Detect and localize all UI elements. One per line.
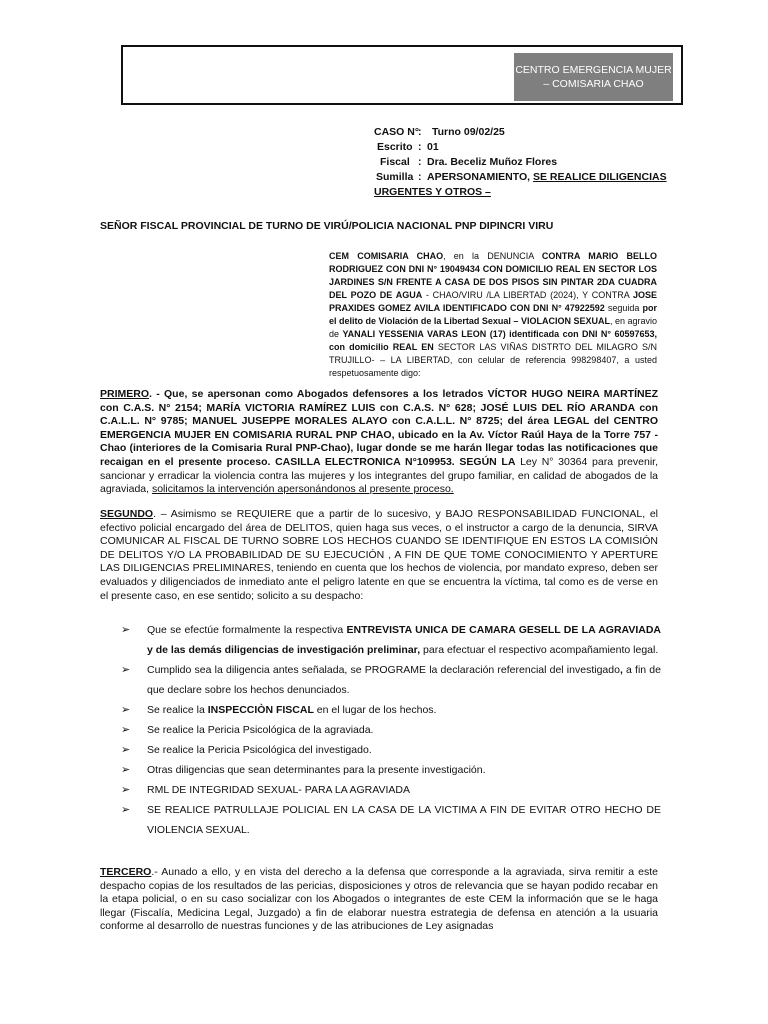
arrow-bullet-icon: ➢ (121, 724, 131, 736)
primero-label: PRIMERO (100, 388, 150, 400)
list-item: ➢ Otras diligencias que sean determinantes para la presente investigación. (121, 760, 661, 780)
case-number-row: CASO N° : Turno 09/02/25 (374, 126, 505, 138)
escrito-value: 01 (427, 141, 439, 153)
tercero-paragraph: TERCERO.- Aunado a ello, y en vista del derecho a la defensa que corresponde a la agraviada, sirva remitir a este despacho copias de los resultados de las pericias, disposiciones y otros de relevancia que se hayan podido recabar en la etapa policial, o en su caso socializar con los Abogados o integrantes de este CEM la información que se le haga llegar (Fiscalía, Medicina Legal, Juzgado) a fin de elaborar nuestra estrategia de defensa en atención a la usuaria conforme al desarrollo de nuestras funciones y de las atribuciones de Ley asignadas (100, 866, 658, 933)
intro-paragraph: CEM COMISARIA CHAO, en la DENUNCIA CONTRA MARIO BELLO RODRIGUEZ CON DNI N° 19049434 CON DOMICILIO REAL EN SECTOR LOS JARDINES S/N FRENTE A CASA DE DOS PISOS SIN PINTAR 2DA CUADRA DEL POZO DE AGUA - CHAO/VIRU /LA LIBERTAD (2024), Y CONTRA JOSE PRAXIDES GOMEZ AVILA IDENTIFICADO CON DNI N° 47922592 seguida por el delito de Violación de la Libertad Sexual – VIOLACION SEXUAL, en agravio de YANALI YESSENIA VARAS LEON (17) identificada con DNI N° 60597653, con domicilio REAL EN SECTOR LAS VIÑAS DISTRTO DEL MILAGRO S/N TRUJILLO- – LA LIBERTAD, con celular de referencia 998298407, a usted respetuosamente digo: (329, 251, 657, 378)
segundo-label: SEGUNDO (100, 508, 154, 520)
fiscal-label: Fiscal (380, 156, 410, 168)
fiscal-value: Dra. Beceliz Muñoz Flores (427, 156, 558, 168)
sumilla-row-2 (374, 185, 667, 200)
case-number-label: CASO N° (374, 126, 420, 138)
badge-line-1: CENTRO EMERGENCIA MUJER (515, 64, 672, 76)
list-item: ➢ Se realice la INSPECCIÒN FISCAL en el lugar de los hechos. (121, 700, 661, 720)
list-item: ➢ RML DE INTEGRIDAD SEXUAL- PARA LA AGRAVIADA (121, 780, 661, 800)
arrow-bullet-icon: ➢ (121, 624, 131, 636)
addressee-heading: SEÑOR FISCAL PROVINCIAL DE TURNO DE VIRÚ/POLICIA NACIONAL PNP DIPINCRI VIRU (100, 220, 554, 232)
list-item: ➢ Cumplido sea la diligencia antes señalada, se PROGRAME la declaración referencial del investigado, a fin de que declare sobre los hechos denunciados. (121, 660, 661, 700)
arrow-bullet-icon: ➢ (121, 764, 131, 776)
escrito-row: Escrito : 01 (374, 140, 667, 155)
badge-line-2: – COMISARIA CHAO (543, 78, 644, 90)
institution-badge (514, 53, 673, 101)
diligence-list (121, 620, 661, 840)
sumilla-value: APERSONAMIENTO, SE REALICE DILIGENCIAS (427, 171, 667, 183)
fiscal-row: Fiscal : Dra. Beceliz Muñoz Flores (374, 155, 667, 170)
list-item: ➢ Se realice la Pericia Psicológica de la agraviada. (121, 720, 661, 740)
segundo-paragraph: SEGUNDO. – Asimismo se REQUIERE que a partir de lo sucesivo, y BAJO RESPONSABILIDAD FUNCIONAL, el efectivo policial encargado del área de DELITOS, quien haga sus veces, o el instructor a cargo de la denuncia, SIRVA COMUNICAR AL FISCAL DE TURNO SOBRE LOS HECHOS CUANDO SE IDENTIFIQUE EN ESTOS LA COMISIÓN DE DELITOS Y/O LA PROBABILIDAD DE SU EJECUCIÓN , A FIN DE QUE TOME CONOCIMIENTO Y APERTURE LAS DILIGENCIAS PRELIMINARES, teniendo en cuenta que los hechos de violencia, por mandato expreso, deben ser evaluados y diligenciados de inmediato ante el peligro latente en que se encuentra la víctima, tal como es de verse en el presente caso, en ese sentido; solicito a su despacho: (100, 508, 658, 602)
primero-paragraph: PRIMERO. - Que, se apersonan como Abogados defensores a los letrados VÍCTOR HUGO NEIRA MARTÍNEZ con C.A.S. N° 2154; MARÍA VICTORIA RAMÍREZ LUIS con C.A.S. N° 628; JOSÉ LUIS DEL RÍO ARANDA con C.A.L.L. N° 9785; MANUEL JUSEPPE MORALES ALAYO con C.A.L.L. N° 8725; del área LEGAL del CENTRO EMERGENCIA MUJER EN COMISARIA RURAL PNP CHAO, ubicado en la Av. Víctor Raúl Haya de la Torre 757 - Chao (interiores de la Comisaria Rural PNP-Chao), lugar donde se me harán llegar todas las notificaciones que recaigan en el presente proceso. CASILLA ELECTRONICA N°109953. SEGÚN LA Ley N° 30364 para prevenir, sancionar y erradicar la violencia contra las mujeres y los integrantes del grupo familiar, en calidad de abogados de la agraviada, solicitamos la intervención apersonándonos al presente proceso. (100, 388, 658, 496)
list-item: ➢ Se realice la Pericia Psicológica del investigado. (121, 740, 661, 760)
case-number-value: Turno 09/02/25 (432, 126, 505, 138)
arrow-bullet-icon: ➢ (121, 804, 131, 816)
sumilla-row: Sumilla : APERSONAMIENTO, SE REALICE DILIGENCIAS (376, 171, 667, 183)
list-item: ➢ SE REALICE PATRULLAJE POLICIAL EN LA CASA DE LA VICTIMA A FIN DE EVITAR OTRO HECHO DE VIOLENCIA SEXUAL. (121, 800, 661, 840)
arrow-bullet-icon: ➢ (121, 704, 131, 716)
sumilla-value-cont: URGENTES Y OTROS – (374, 186, 491, 198)
arrow-bullet-icon: ➢ (121, 664, 131, 676)
escrito-label: Escrito (377, 141, 413, 153)
arrow-bullet-icon: ➢ (121, 784, 131, 796)
arrow-bullet-icon: ➢ (121, 744, 131, 756)
case-info (374, 125, 667, 200)
tercero-label: TERCERO (100, 866, 152, 878)
sumilla-label: Sumilla (376, 171, 414, 183)
list-item: ➢ Que se efectúe formalmente la respectiva ENTREVISTA UNICA DE CAMARA GESELL DE LA AGRAVIADA y de las demás diligencias de investigación preliminar, para efectuar el respectivo acompañamiento legal. (121, 620, 661, 660)
